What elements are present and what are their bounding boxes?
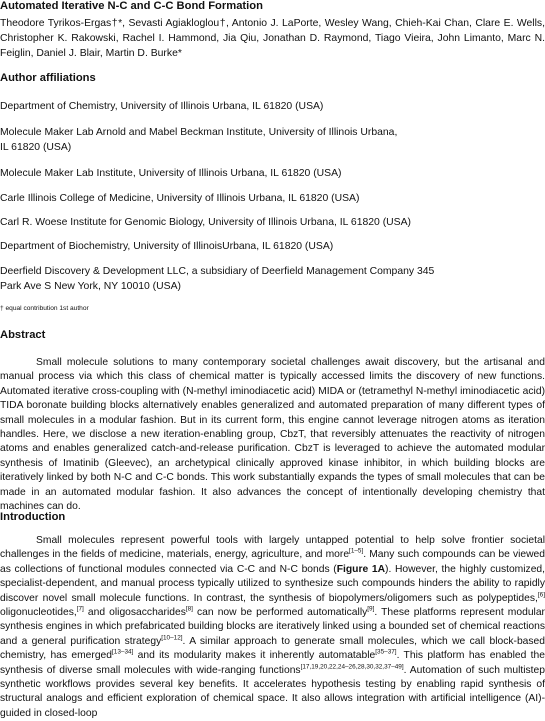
equal-contribution-footnote: † equal contribution 1st author	[0, 305, 89, 312]
figure-reference: Figure 1A	[336, 563, 386, 575]
affiliation-2: Molecule Maker Lab Arnold and Mabel Beckman Institute, University of Illinois Urbana, IL 61820 (USA)	[0, 127, 398, 153]
citation: [10–12]	[161, 634, 183, 642]
citation: [9]	[367, 605, 375, 613]
abstract-text: Small molecule solutions to many contemporary societal challenges await discovery, but the artisanal and manual process via which this class of chemical matter is typically accessed limits the discovery of new functions. Automated iterative cross-coupling with (N-methyl iminodiacetic acid) MIDA or (tetramethyl N-methyl iminodiacetic acid) TIDA boronate building blocks alternatively enables generalized and automated preparation of many different types of small molecules in a modular fashion. But in its current form, this engine cannot leverage nitrogen atoms as iteration handles. Here, we disclose a new iteration-enabling group, CbzT, that reversibly attenuates the reactivity of nitrogen atoms and enables generalized catch-and-release purification. CbzT is leveraged to achieve the automated modular synthesis of Imatinib (Gleevec), an archetypical clinically approved kinase inhibitor, in which building blocks are iteratively linked by both N-C and C-C bonds. This work substantially expands the types of small molecules that can be made in an automated modular fashion. It also advances the concept of intentionally developing chemistry that machines can do.	[0, 357, 545, 513]
paper-title: Automated Iterative N-C and C-C Bond Formation	[0, 0, 263, 12]
citation: [17,19,20,22,24–26,28,30,32,37–49]	[300, 663, 404, 671]
citation: [1–5]	[349, 547, 364, 555]
introduction-body: Small molecules represent powerful tools with largely untapped potential to help solve frontier societal challenges in the fields of medicine, materials, energy, agriculture, and more[1–5]. Many such compounds can be viewed as collections of functional modules connected via C-C and N-C bonds (Figure 1A). However, the highly customized, specialist-dependent, and manual process typically utilized to synthesize such compounds hinders the ability to rapidly discover novel small molecule functions. In contrast, the synthesis of biopolymers/oligomers such as polypeptides,[6] oligonucleotides,[7] and oligosaccharides[8] can now be performed automatically[9]. These platforms represent modular synthesis engines in which prefabricated building blocks are iteratively linked using a bounded set of chemical reactions and a general purification strategy[10–12]. A similar approach to generate small molecules, which we call block-based chemistry, has emerged[13–34] and its modularity makes it inherently automatable[35–37]. This platform has enabled the synthesis of diverse small molecules with wide-ranging functions[17,19,20,22,24–26,28,30,32,37–49]. Automation of such multistep synthetic workflows provides several key benefits. It accelerates hypothesis testing by enabling rapid synthesis of structural analogs and efficient exploration of chemical space. It also allows integration with artificial intelligence (AI)-guided in closed-loop	[0, 535, 545, 719]
citation: [6]	[537, 591, 545, 599]
affiliation-7: Deerfield Discovery & Development LLC, a subsidiary of Deerfield Management Company 345 Park Ave S New York, NY 10010 (USA)	[0, 266, 435, 292]
abstract-body	[0, 356, 545, 514]
citation: [13–34]	[112, 648, 134, 656]
introduction-heading: Introduction	[0, 511, 66, 523]
affiliation-3: Molecule Maker Lab Institute, University of Illinois Urbana, IL 61820 (USA)	[0, 168, 342, 179]
affiliation-5: Carl R. Woese Institute for Genomic Biology, University of Illinois Urbana, IL 61820 (USA)	[0, 217, 411, 228]
citation: [35–37]	[375, 648, 397, 656]
citation: [7]	[76, 605, 84, 613]
affiliation-1: Department of Chemistry, University of Illinois Urbana, IL 61820 (USA)	[0, 101, 324, 112]
abstract-heading: Abstract	[0, 329, 46, 341]
affiliation-4: Carle Illinois College of Medicine, University of Illinois Urbana, IL 61820 (USA)	[0, 193, 360, 204]
author-list: Theodore Tyrikos-Ergas†*, Sevasti Agiakloglou†, Antonio J. LaPorte, Wesley Wang, Chieh-Kai Chan, Clare E. Wells, Christopher K. Rakowski, Rachel I. Hammond, Jia Qiu, Jonathan D. Raymond, Tiago Vieira, John Limanto, Marc N. Feiglin, Daniel J. Blair, Martin D. Burke*	[0, 18, 545, 59]
affiliation-6: Department of Biochemistry, University of IllinoisUrbana, IL 61820 (USA)	[0, 241, 334, 252]
citation: [8]	[185, 605, 193, 613]
affiliations-heading: Author affiliations	[0, 72, 96, 84]
